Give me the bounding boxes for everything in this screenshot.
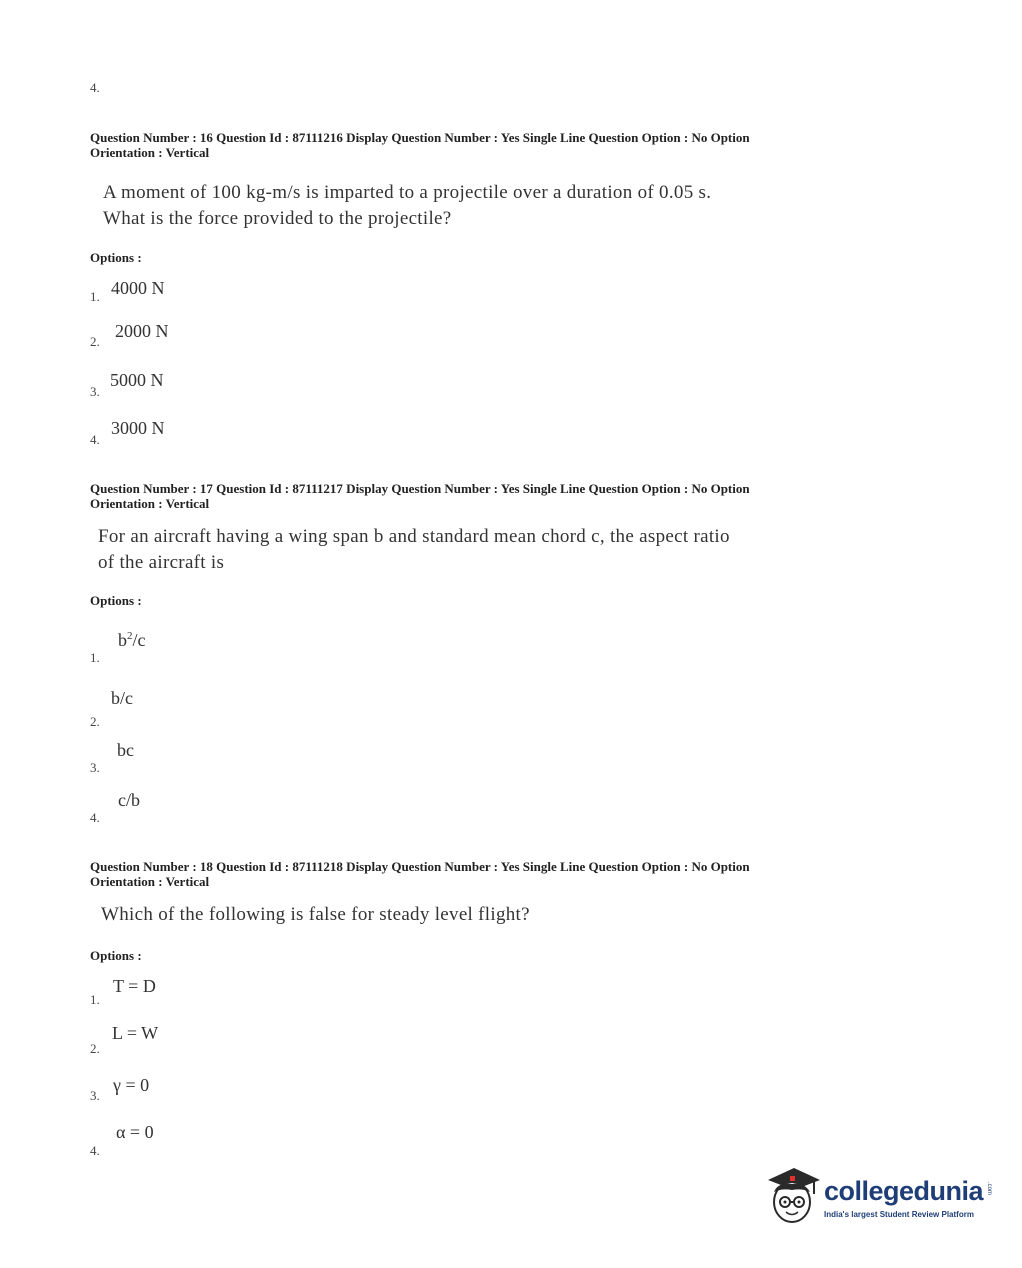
q16-option-2-number: 2.	[90, 334, 100, 349]
question-16-text	[103, 180, 863, 232]
q16-option-4-number: 4.	[90, 432, 100, 447]
logo-suffix: .com	[986, 1182, 992, 1196]
question-16-text-line1: A moment of 100 kg-m/s is imparted to a projectile over a duration of 0.05 s.	[103, 182, 712, 203]
q18-option-2-number: 2.	[90, 1041, 100, 1056]
q17-option-1-exponent: 2	[127, 630, 133, 642]
question-16-meta-line1: Question Number : 16 Question Id : 87111216 Display Question Number : Yes Single Line Question Option : No Option	[90, 130, 750, 145]
question-17-meta-line1: Question Number : 17 Question Id : 87111217 Display Question Number : Yes Single Line Question Option : No Option	[90, 481, 750, 496]
q17-option-3[interactable]: bc	[117, 740, 134, 760]
q16-option-1-number: 1.	[90, 289, 100, 304]
q18-option-1-number: 1.	[90, 992, 100, 1007]
q18-option-4[interactable]: α = 0	[116, 1122, 154, 1142]
q16-option-2[interactable]: 2000 N	[115, 321, 169, 341]
question-16-options-label: Options :	[90, 250, 142, 265]
q16-option-3-number: 3.	[90, 384, 100, 399]
question-18-options-label: Options :	[90, 948, 142, 963]
question-18-text	[101, 902, 861, 928]
q17-option-1[interactable]	[118, 630, 146, 651]
question-17-meta	[90, 481, 850, 511]
question-18-text-line1: Which of the following is false for steady level flight?	[101, 904, 530, 925]
q18-option-2[interactable]: L = W	[112, 1023, 159, 1043]
q18-option-4-number: 4.	[90, 1143, 100, 1158]
q17-option-1-number: 1.	[90, 650, 100, 665]
question-17-meta-line2: Orientation : Vertical	[90, 496, 210, 511]
q18-option-1[interactable]: T = D	[113, 976, 156, 996]
q17-option-2[interactable]: b/c	[111, 688, 133, 708]
q16-option-3[interactable]: 5000 N	[110, 370, 164, 390]
question-17-text-line2: of the aircraft is	[98, 552, 225, 573]
question-16-text-line2: What is the force provided to the projectile?	[103, 208, 452, 229]
student-mascot-icon	[764, 1162, 822, 1232]
question-17-options-label: Options :	[90, 593, 142, 608]
question-18-meta-line2: Orientation : Vertical	[90, 874, 210, 889]
question-16-meta	[90, 130, 850, 160]
question-17-text	[98, 524, 858, 576]
q17-option-1-rest: /c	[132, 630, 146, 650]
q17-option-4-number: 4.	[90, 810, 100, 825]
q17-option-4[interactable]: c/b	[118, 790, 140, 810]
question-17-text-line1: For an aircraft having a wing span b and standard mean chord c, the aspect ratio	[98, 526, 730, 547]
previous-option-number: 4.	[90, 80, 100, 95]
q17-option-2-number: 2.	[90, 714, 100, 729]
q16-option-4[interactable]: 3000 N	[111, 418, 165, 438]
q17-option-3-number: 3.	[90, 760, 100, 775]
question-16-meta-line2: Orientation : Vertical	[90, 145, 210, 160]
q18-option-3-number: 3.	[90, 1088, 100, 1103]
question-18-meta-line1: Question Number : 18 Question Id : 87111218 Display Question Number : Yes Single Line Question Option : No Option	[90, 859, 750, 874]
collegedunia-logo	[764, 1162, 990, 1232]
q17-option-1-base: b	[118, 630, 127, 650]
q16-option-1[interactable]: 4000 N	[111, 278, 165, 298]
question-18-meta	[90, 859, 850, 889]
logo-tagline: India's largest Student Review Platform	[824, 1210, 974, 1219]
logo-wordmark: collegedunia	[824, 1176, 984, 1206]
q18-option-3[interactable]: γ = 0	[113, 1075, 150, 1095]
